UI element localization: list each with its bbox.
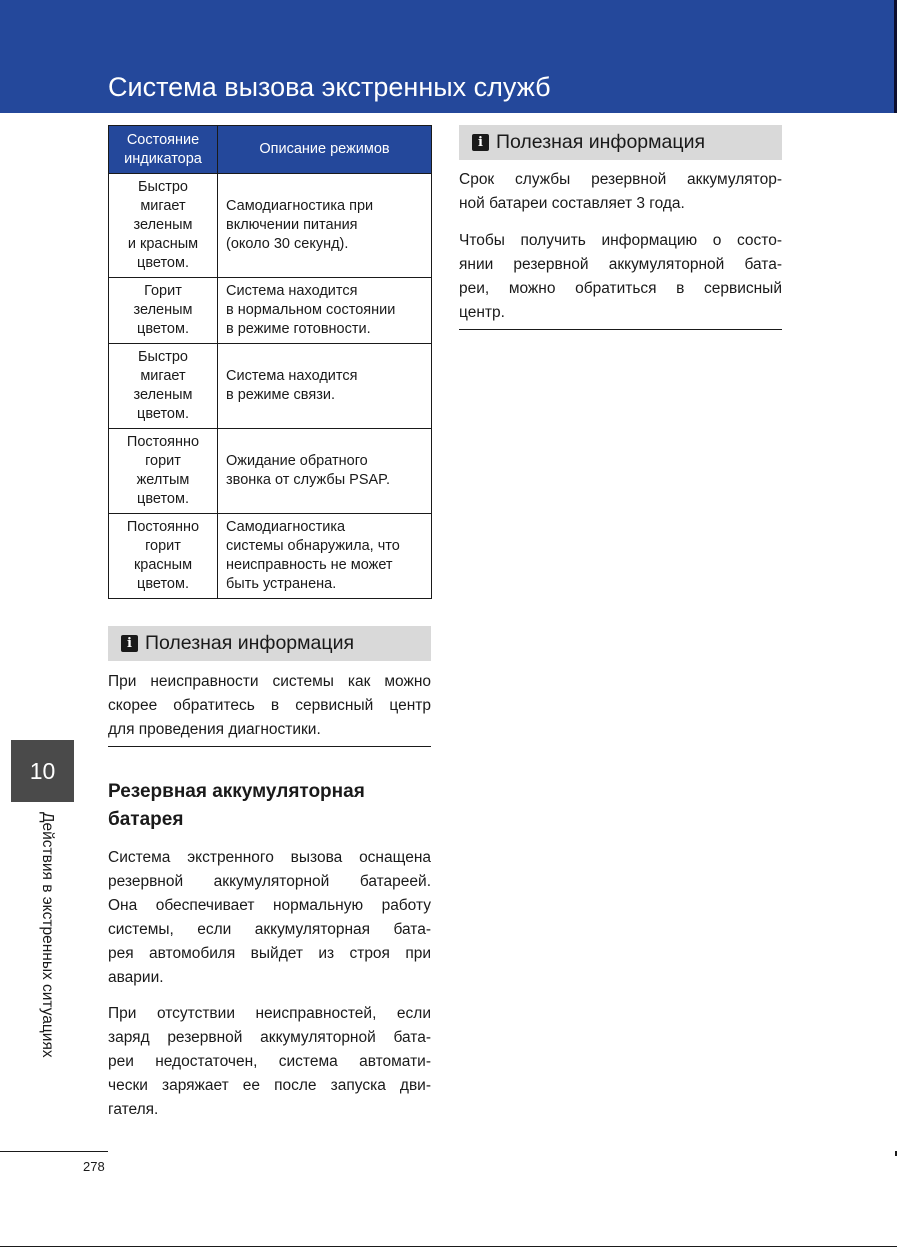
page-number: 278 [83,1159,105,1174]
table-cell-description [218,278,432,344]
table-row [109,344,432,429]
header-text: Состояние индикатора [124,131,202,167]
text-line: и красным [127,236,199,252]
text-line: зеленым [133,217,193,233]
info-box-title: Полезная информация [496,131,706,153]
text-line: включении питания [226,217,358,233]
text-line: мигает [140,368,186,384]
text-line: чески заряжает ее после запуска дви- [108,1077,431,1094]
text-line: Самодиагностика [226,519,346,535]
text-line: реи недостаточен, система автомати- [108,1053,431,1070]
text-line: цветом. [137,406,189,422]
divider [108,746,431,747]
table-cell-state [109,174,218,278]
section-paragraph-2 [108,1002,431,1122]
text-line: Срок службы резервной аккумулятор- [459,171,782,188]
text-line: неисправность не может [226,557,393,573]
text-line: Система находится [226,283,358,299]
table-row [109,514,432,599]
table-cell-description [218,174,432,278]
text-line: зеленым [133,387,193,403]
text-line: для проведения диагностики. [108,721,321,738]
text-line: Система находится [226,368,358,384]
chapter-title: Действия в экстренных ситуациях [39,812,56,1058]
text-line: цветом. [137,576,189,592]
info-right-paragraph-1 [459,168,782,216]
text-line: быть устранена. [226,576,337,592]
text-line: ной батареи составляет 3 года. [459,195,685,212]
page-title: Система вызова экстренных служб [108,72,551,102]
info-box-right [459,125,782,160]
info-box-title: Полезная информация [145,632,355,654]
table-row [109,429,432,514]
info-right-paragraph-2 [459,229,782,325]
info-left-text [108,670,431,742]
text-line: Быстро [138,179,188,195]
table-cell-state [109,429,218,514]
text-line: Ожидание обратного [226,453,368,469]
text-line: При неисправности системы как можно [108,673,431,690]
text-line: цветом. [137,491,189,507]
text-line: Она обеспечивает нормальную работу [108,897,431,914]
text-line: желтым [136,472,190,488]
text-line: системы, если аккумуляторная бата- [108,921,431,938]
divider [459,329,782,330]
text-line: батарея [108,809,184,830]
text-line: Резервная аккумуляторная [108,781,365,802]
text-line: в режиме готовности. [226,321,371,337]
text-line: Быстро [138,349,188,365]
text-line: зеленым [133,302,193,318]
text-line: центр. [459,304,505,321]
text-line: заряд резервной аккумуляторной бата- [108,1029,431,1046]
page-header [0,0,897,113]
text-line: в нормальном состоянии [226,302,396,318]
text-line: горит [145,453,181,469]
table-cell-description [218,514,432,599]
text-line: цветом. [137,255,189,271]
text-line: янии резервной аккумуляторной бата- [459,256,782,273]
text-line: звонка от службы PSAP. [226,472,391,488]
text-line: Постоянно [126,434,200,450]
chapter-tab: 10 [11,740,74,802]
section-title [108,778,438,834]
footer-rule [0,1151,108,1152]
text-line: Самодиагностика при [226,198,374,214]
text-line: аварии. [108,969,164,986]
text-line: резервной аккумуляторной батареей. [108,873,431,890]
table-cell-description [218,429,432,514]
text-line: реи, можно обратиться в сервисный [459,280,782,297]
table-row [109,278,432,344]
indicator-modes-table [108,125,432,599]
table-header-row [109,126,432,174]
table-cell-state [109,278,218,344]
text-line: мигает [140,198,186,214]
text-line: горит [145,538,181,554]
table-cell-state [109,344,218,429]
text-line: рея автомобиля выйдет из строя при [108,945,431,962]
text-line: При отсутствии неисправностей, если [108,1005,431,1022]
info-box-left [108,626,431,661]
text-line: гателя. [108,1101,159,1118]
info-icon: i [472,134,489,151]
table-row [109,174,432,278]
text-line: (около 30 секунд). [226,236,349,252]
info-icon: i [121,635,138,652]
text-line: Постоянно [126,519,200,535]
text-line: цветом. [137,321,189,337]
text-line: красным [133,557,193,573]
text-line: скорее обратитесь в сервисный центр [108,697,431,714]
text-line: Горит [144,283,182,299]
text-line: системы обнаружила, что [226,538,400,554]
text-line: Система экстренного вызова оснащена [108,849,431,866]
table-header-state [109,126,218,174]
bottom-rule [0,1246,897,1247]
text-line: Чтобы получить информацию о состо- [459,232,782,249]
table-header-description: Описание режимов [218,126,432,174]
text-line: в режиме связи. [226,387,335,403]
table-cell-description [218,344,432,429]
section-paragraph-1 [108,846,431,990]
table-cell-state [109,514,218,599]
